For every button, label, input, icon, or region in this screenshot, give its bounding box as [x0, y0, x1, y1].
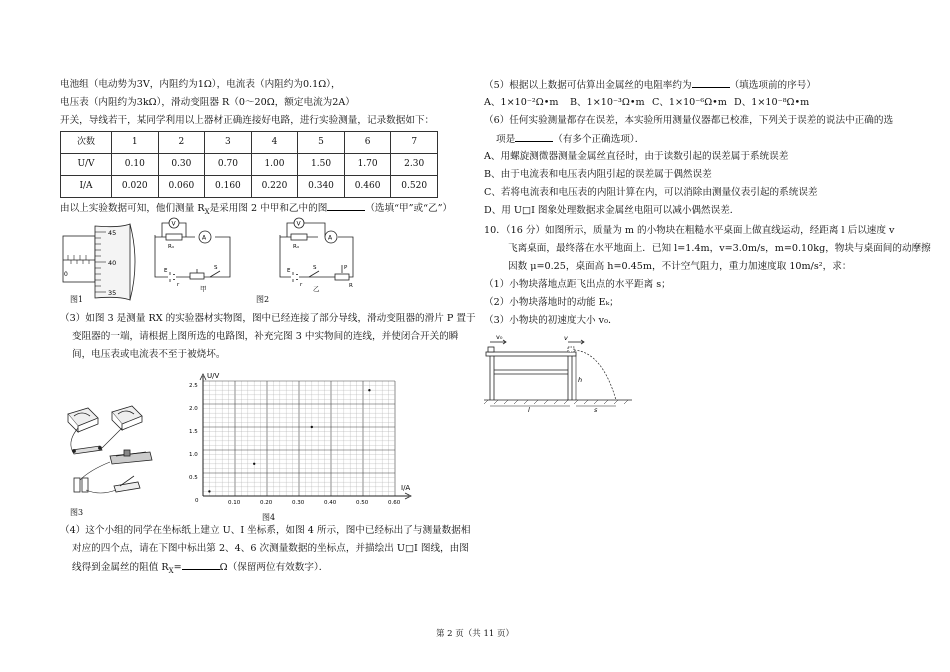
q4-line-2: 对应的四个点，请在下图中标出第 2、4、6 次测量数据的坐标点，并描绘出 U□I 图线，由图: [72, 543, 469, 554]
q5-option-c: C、1×10⁻⁶Ω•m: [652, 97, 727, 108]
q10-line-1: 10．（16 分）如图所示，质量为 m 的小物块在粗糙水平桌面上做直线运动，经距离 l 后以速度 v: [484, 225, 895, 236]
deduce-text-b: 是采用图 2 中甲和乙中的图: [209, 203, 328, 214]
table-cell: 4: [251, 132, 298, 154]
fig1-caption: 图1: [70, 295, 84, 304]
rx-symbol: Rₓ: [293, 244, 300, 250]
switch-icon: [210, 271, 220, 277]
emf-symbol: E: [287, 268, 291, 274]
q5-option-a: A、1×10⁻²Ω•m: [484, 97, 559, 108]
fig4-data-point: [368, 389, 370, 391]
q6-option-c: C、若将电流表和电压表的内阻计算在内，可以消除由测量仪表引起的系统误差: [484, 187, 818, 198]
fig4-data-point: [253, 463, 255, 465]
fig1-tick-35: 35: [108, 289, 117, 297]
fig4-y-tick: 1.0: [189, 452, 198, 458]
p-symbol: P: [344, 265, 348, 271]
table-cell: 7: [391, 132, 438, 154]
switch-line: 开关，导线若干，某同学利用以上器材正确连接好电路，进行实验测量，记录数据如下：: [60, 115, 435, 126]
fig4-x-tick: 0.40: [324, 500, 337, 506]
q4-last-a: 线得到金属丝的阻值 R: [72, 562, 169, 573]
fig4-x-tick: 0.30: [292, 500, 305, 506]
table-cell: 0.10: [112, 154, 159, 176]
fig10-table: [486, 352, 576, 400]
deduce-sub: X: [204, 207, 210, 216]
table-cell: 0.30: [158, 154, 205, 176]
fig4-y-tick: 0.5: [189, 475, 198, 481]
voltmeter-line: 电压表（内阻约为3kΩ），滑动变阻器 R（0～20Ω，额定电流为2A）: [60, 97, 355, 108]
switch-icon: [309, 271, 319, 277]
resistor-rx-icon: [291, 234, 307, 240]
fig10-v-label: v: [564, 334, 568, 342]
q10-line-2: 飞离桌面，最终落在水平地面上．已知 l=1.4m，v=3.0m/s，m=0.10kg，物块与桌面间的动摩擦: [508, 243, 931, 254]
table-cell: 0.520: [391, 176, 438, 198]
fig10-block-start: [488, 347, 494, 352]
page-footer: 第 2 页（共 11 页）: [435, 629, 515, 639]
q4-last-b: =: [173, 562, 182, 573]
fig4-y-tick: 0: [195, 498, 199, 504]
resistor-rx-icon: [166, 234, 182, 240]
table-cell: 0.70: [205, 154, 252, 176]
fig1-zero: 0: [64, 271, 68, 278]
answer-blank[interactable]: [692, 77, 730, 88]
fig3-rheostat: [110, 450, 152, 464]
fig2-label-jia: 甲: [200, 285, 207, 293]
q6-text-b1: 项是: [496, 134, 516, 145]
table-cell: 0.220: [251, 176, 298, 198]
fig4-x-tick: 0.10: [228, 500, 241, 506]
fig3-apparatus: [60, 400, 160, 505]
q3-line-3: 间，电压表或电流表不至于被烧坏。: [72, 349, 226, 360]
battery-line: 电池组（电动势为3V，内阻约为1Ω），电流表（内阻约为0.1Ω），: [60, 79, 341, 90]
q10-line-3: 因数 μ=0.25，桌面高 h=0.45m，不计空气阻力，重力加速度取 10m/s²，求：: [508, 261, 852, 272]
answer-blank[interactable]: [515, 131, 553, 142]
fig10-ground-hatch: [484, 400, 628, 404]
fig4-y-ticks: [189, 383, 199, 504]
voltmeter-symbol: V: [171, 220, 176, 228]
q3-line-1: （3）如图 3 是测量 RX 的实验器材实物图，图中已经连接了部分导线，滑动变阻器的滑片 P 置于: [60, 313, 476, 324]
fig3-batteries: [74, 478, 88, 492]
table-cell: 1.00: [251, 154, 298, 176]
deduce-text-a: 由以上实验数据可知，他们测量 R: [60, 203, 205, 214]
fig10-trajectory: [574, 350, 616, 400]
R-symbol: R: [349, 283, 353, 289]
table-cell: 5: [298, 132, 345, 154]
q5-option-d: D、1×10⁻⁸Ω•m: [734, 97, 810, 108]
fig4-chart: [187, 370, 417, 510]
table-cell: 0.060: [158, 176, 205, 198]
r-symbol: r: [177, 282, 180, 288]
fig3-voltmeter: [68, 408, 98, 432]
fig4-y-tick: 1.5: [189, 429, 198, 435]
fig2-label-yi: 乙: [313, 285, 320, 293]
fig3-switch: [114, 476, 140, 492]
fig4-x-tick: 0.60: [388, 500, 401, 506]
battery-gap: [291, 275, 299, 279]
q3-line-2: 变阻器的一端，请根据上图所选的电路图，补充完图 3 中实物间的连线，并使闭合开关的瞬: [72, 331, 459, 342]
q4-last-sub: X: [168, 566, 174, 575]
switch-symbol: S: [214, 265, 218, 271]
fig4-x-label: I/A: [401, 484, 411, 492]
q6-option-b: B、由于电流表和电压表内阻引起的误差属于偶然误差: [484, 169, 712, 180]
micrometer-thimble-edge: [130, 224, 135, 300]
q5-text-a: （5）根据以上数据可估算出金属丝的电阻率约为: [484, 80, 692, 91]
data-table: [60, 131, 438, 198]
table-row: [61, 176, 438, 198]
voltmeter-symbol: V: [296, 220, 301, 228]
q6-option-d: D、用 U□I 图象处理数据求金属丝电阻可以减小偶然误差．: [484, 205, 740, 216]
q6-text-b2: （有多个正确选项）．: [553, 134, 645, 145]
q4-line-3: [72, 559, 328, 579]
fig4-data-point: [208, 490, 210, 492]
q6-line-b: [496, 131, 644, 147]
table-cell: U/V: [61, 154, 112, 176]
fig10-l-label: l: [528, 406, 530, 414]
table-cell: 6: [344, 132, 391, 154]
fig10-h-label: h: [578, 376, 583, 384]
q5-option-b: B、1×10⁻³Ω•m: [570, 97, 645, 108]
table-cell: 0.160: [205, 176, 252, 198]
r-symbol: r: [300, 282, 303, 288]
switch-symbol: S: [313, 265, 317, 271]
q6-option-a: A、用螺旋测微器测量金属丝直径时，由于读数引起的误差属于系统误差: [484, 151, 789, 162]
fig4-x-tick: 0.50: [356, 500, 369, 506]
fig4-x-ticks: [228, 500, 401, 506]
q10-sub-3: （3）小物块的初速度大小 v₀．: [484, 315, 618, 326]
q6-line-a: （6）任何实验测量都存在误差，本实验所用测量仪器都已校准，下列关于误差的说法中正确的选: [484, 115, 894, 126]
fig4-y-label: U/V: [207, 372, 220, 380]
table-cell: 0.340: [298, 176, 345, 198]
fig10-block-edge: [568, 347, 574, 352]
fig4-y-tick: 2.0: [189, 406, 198, 412]
q4-last-c: Ω（保留两位有效数字）．: [219, 562, 329, 573]
fig1-tick-45: 45: [108, 229, 117, 237]
table-row: [61, 154, 438, 176]
deduce-text-c: （选填“甲”或“乙”）: [365, 203, 453, 214]
q4-line-1: （4）这个小组的同学在坐标纸上建立 U、I 坐标系，如图 4 所示，图中已经标出了与测量数据相: [60, 525, 471, 536]
answer-blank[interactable]: [327, 200, 365, 211]
fig4-grid: [203, 381, 395, 496]
fig4-data-point: [311, 426, 313, 428]
q10-sub-2: （2）小物块落地时的动能 Eₖ；: [484, 297, 619, 308]
fig2-circuit-a: [150, 215, 250, 295]
fig3-caption: 图3: [70, 508, 84, 517]
ammeter-symbol: A: [202, 234, 207, 242]
table-cell: 次数: [61, 132, 112, 154]
table-cell: 3: [205, 132, 252, 154]
fig4-caption: 图4: [262, 513, 276, 522]
rheostat-icon: [335, 274, 349, 280]
table-cell: 2.30: [391, 154, 438, 176]
table-cell: 1.70: [344, 154, 391, 176]
rheostat-icon: [190, 273, 204, 279]
deduce-line: [60, 200, 452, 220]
fig2-caption: 图2: [256, 295, 270, 304]
answer-blank[interactable]: [182, 559, 220, 570]
rx-symbol: Rₓ: [168, 244, 175, 250]
fig4-y-tick: 2.5: [189, 383, 198, 389]
fig3-ammeter: [112, 406, 142, 430]
fig10-v0-label: v₀: [496, 334, 503, 341]
battery-gap: [168, 275, 176, 279]
fig3-wire-board: [72, 446, 102, 454]
table-header-row: [61, 132, 438, 154]
table-cell: 1: [112, 132, 159, 154]
table-cell: 0.020: [112, 176, 159, 198]
fig10-s-label: s: [594, 406, 598, 414]
emf-symbol: E: [164, 268, 168, 274]
q5-line: [484, 77, 816, 93]
table-cell: 0.460: [344, 176, 391, 198]
table-cell: I/A: [61, 176, 112, 198]
fig10-table-diagram: [484, 334, 634, 414]
table-cell: 1.50: [298, 154, 345, 176]
q5-text-b: （填选项前的序号）: [729, 80, 816, 91]
fig1-tick-40: 40: [108, 259, 117, 267]
table-cell: 2: [158, 132, 205, 154]
fig2-circuit-b: [275, 215, 375, 295]
fig4-x-tick: 0.20: [260, 500, 273, 506]
q10-sub-1: （1）小物块落地点距飞出点的水平距离 s；: [484, 279, 671, 290]
ammeter-symbol: A: [328, 234, 333, 242]
